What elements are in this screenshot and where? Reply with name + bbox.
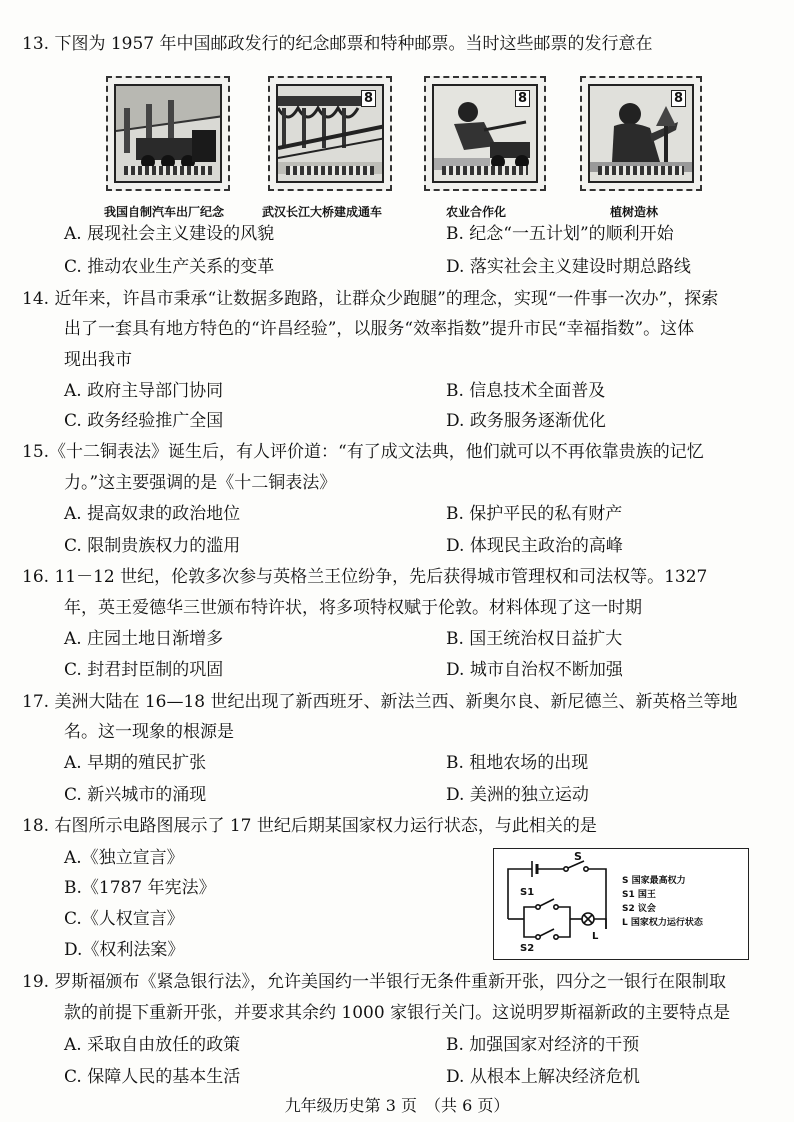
q17-option-d[interactable]: D. 美洲的独立运动 <box>446 785 589 805</box>
stamp-caption-4: 植树造林 <box>610 205 659 219</box>
stamp-afforestation <box>580 76 702 191</box>
circuit-diagram <box>493 848 749 960</box>
q16-option-a[interactable]: A. 庄园土地日渐增多 <box>64 629 224 649</box>
stamp-value-3: 8 <box>515 90 530 107</box>
q16-option-d[interactable]: D. 城市自治权不断加强 <box>446 660 623 680</box>
q18-option-a[interactable]: A.《独立宣言》 <box>64 848 184 868</box>
q19-option-d[interactable]: D. 从根本上解决经济危机 <box>446 1067 640 1087</box>
q14-stem-line3: 现出我市 <box>64 350 132 370</box>
q18-option-d[interactable]: D.《权利法案》 <box>64 940 185 960</box>
circuit-label-s1: S1 <box>520 887 535 898</box>
q14-option-d[interactable]: D. 政务服务逐渐优化 <box>446 411 606 431</box>
q17-option-b[interactable]: B. 租地农场的出现 <box>446 753 589 773</box>
q13-option-b[interactable]: B. 纪念“一五计划”的顺利开始 <box>446 224 674 244</box>
stamp-caption-2: 武汉长江大桥建成通车 <box>262 205 383 219</box>
circuit-legend-1: S 国家最高权力 <box>622 876 686 886</box>
q15-stem-line1: 15.《十二铜表法》诞生后，有人评价道：“有了成文法典，他们就可以不再依靠贵族的记忆 <box>22 442 704 462</box>
q13-option-d[interactable]: D. 落实社会主义建设时期总路线 <box>446 257 691 277</box>
q13-option-c[interactable]: C. 推动农业生产关系的变革 <box>64 257 275 277</box>
q15-option-d[interactable]: D. 体现民主政治的高峰 <box>446 536 623 556</box>
q17-option-c[interactable]: C. 新兴城市的涌现 <box>64 785 207 805</box>
stamp-value-2: 8 <box>361 90 376 107</box>
q16-option-b[interactable]: B. 国王统治权日益扩大 <box>446 629 623 649</box>
q18-stem-line1: 18. 右图所示电路图展示了 17 世纪后期某国家权力运行状态，与此相关的是 <box>22 816 597 836</box>
q19-option-c[interactable]: C. 保障人民的基本生活 <box>64 1067 241 1087</box>
q17-stem-line2: 名。这一现象的根源是 <box>64 722 234 742</box>
stamp-car-factory <box>106 76 230 191</box>
stamp-caption-1: 我国自制汽车出厂纪念 <box>104 205 225 219</box>
q18-option-c[interactable]: C.《人权宣言》 <box>64 909 184 929</box>
stamp-agriculture <box>424 76 546 191</box>
q17-option-a[interactable]: A. 早期的殖民扩张 <box>64 753 207 773</box>
circuit-label-l: L <box>592 931 599 942</box>
circuit-legend-4: L 国家权力运行状态 <box>622 918 703 928</box>
q14-option-c[interactable]: C. 政务经验推广全国 <box>64 411 224 431</box>
q16-stem-line2: 年，英王爱德华三世颁布特许状，将多项特权赋于伦敦。材料体现了这一时期 <box>64 598 642 618</box>
q19-stem-line2: 款的前提下重新开张，并要求其余约 1000 家银行关门。这说明罗斯福新政的主要特点是 <box>64 1003 731 1023</box>
q15-stem-line2: 力。”这主要强调的是《十二铜表法》 <box>64 473 337 493</box>
circuit-legend-3: S2 议会 <box>622 904 656 914</box>
q14-option-a[interactable]: A. 政府主导部门协同 <box>64 381 224 401</box>
q13-option-a[interactable]: A. 展现社会主义建设的风貌 <box>64 224 275 244</box>
q14-stem-line1: 14. 近年来，许昌市秉承“让数据多跑路，让群众少跑腿”的理念，实现“一件事一次办”，探索 <box>22 289 719 309</box>
q16-stem-line1: 16. 11－12 世纪，伦敦多次参与英格兰王位纷争，先后获得城市管理权和司法权等。1327 <box>22 567 708 587</box>
q19-option-a[interactable]: A. 采取自由放任的政策 <box>64 1035 241 1055</box>
q17-stem-line1: 17. 美洲大陆在 16—18 世纪出现了新西班牙、新法兰西、新奥尔良、新尼德兰、新英格兰等地 <box>22 692 738 712</box>
circuit-legend-2: S1 国王 <box>622 890 656 900</box>
q19-stem-line1: 19. 罗斯福颁布《紧急银行法》，允许美国约一半银行无条件重新开张，四分之一银行在限制取 <box>22 972 726 992</box>
q13-stem-line1: 13. 下图为 1957 年中国邮政发行的纪念邮票和特种邮票。当时这些邮票的发行意在 <box>22 34 653 54</box>
q18-option-b[interactable]: B.《1787 年宪法》 <box>64 878 216 898</box>
q15-option-b[interactable]: B. 保护平民的私有财产 <box>446 504 623 524</box>
circuit-wires <box>494 849 747 958</box>
q19-option-b[interactable]: B. 加强国家对经济的干预 <box>446 1035 640 1055</box>
q14-stem-line2: 出了一套具有地方特色的“许昌经验”，以服务“效率指数”提升市民“幸福指数”。这体 <box>64 319 695 339</box>
stamp-bridge <box>268 76 392 191</box>
stamp-value-4: 8 <box>671 90 686 107</box>
q14-option-b[interactable]: B. 信息技术全面普及 <box>446 381 606 401</box>
circuit-label-s2: S2 <box>520 943 535 954</box>
q15-option-c[interactable]: C. 限制贵族权力的滥用 <box>64 536 241 556</box>
circuit-label-s: S <box>574 850 582 863</box>
stamp-caption-3: 农业合作化 <box>446 205 507 219</box>
page-footer: 九年级历史第 3 页 （共 6 页） <box>284 1096 510 1115</box>
q15-option-a[interactable]: A. 提高奴隶的政治地位 <box>64 504 241 524</box>
q16-option-c[interactable]: C. 封君封臣制的巩固 <box>64 660 224 680</box>
